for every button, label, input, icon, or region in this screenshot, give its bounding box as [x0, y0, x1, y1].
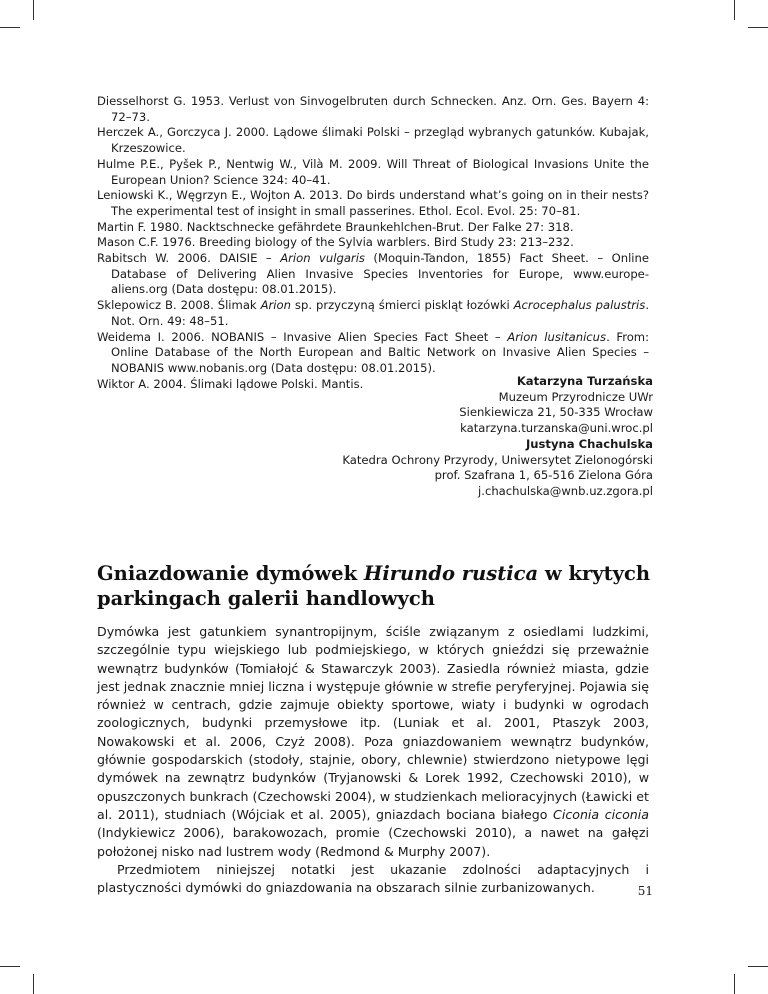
crop-mark [33, 974, 34, 994]
author-affiliation: Muzeum Przyrodnicze UWr [498, 389, 653, 404]
author-email: katarzyna.turzanska@uni.wroc.pl [460, 421, 653, 436]
author-name: Justyna Chachulska [525, 437, 653, 451]
text-run: Herczek A., Gorczyca J. 2000. Lądowe ślimaki Polski – przegląd wybranych gatunków. Kubajak, Krzeszowice. [97, 125, 649, 156]
crop-mark [0, 27, 20, 28]
author-block-2 [342, 437, 653, 500]
crop-mark [734, 0, 735, 20]
italic-name: Ciconia ciconia [553, 806, 649, 822]
author-address: Sienkiewicza 21, 50-335 Wrocław [459, 405, 653, 420]
reference-list [97, 94, 649, 392]
reference-entry [97, 157, 649, 188]
italic-name: Arion vulgaris [280, 251, 365, 266]
reference-entry [97, 330, 649, 377]
text-run: Rabitsch W. 2006. DAISIE – [97, 251, 281, 266]
reference-entry [97, 188, 649, 219]
crop-mark [33, 0, 34, 20]
reference-entry [97, 220, 649, 236]
text-run: Martin F. 1980. Nacktschnecke gefährdete Braunkehlchen-Brut. Der Falke 27: 318. [97, 219, 574, 234]
reference-entry [97, 298, 649, 329]
text-run: Hulme P.E., Pyšek P., Nentwig W., Vilà M. 2009. Will Threat of Biological Invasions Unite the European Union? Science 324: 40–41. [97, 156, 649, 187]
crop-mark [0, 966, 20, 967]
author-address: prof. Szafrana 1, 65-516 Zielona Góra [434, 468, 653, 483]
text-run: Sklepowicz B. 2008. Ślimak [97, 298, 261, 313]
text-run: sp. przyczyną śmierci piskląt łozówki [290, 298, 514, 313]
text-run: Diesselhorst G. 1953. Verlust von Sinvogelbruten durch Schnecken. Anz. Orn. Ges. Bayern 4: 72–73. [97, 94, 649, 124]
text-run: Leniowski K., Węgrzyn E., Wojton A. 2013. Do birds understand what’s going on in their nests? The experimental test of insight in small passerines. Ethol. Ecol. Evol. 25: 70–81. [97, 188, 649, 218]
italic-name: Arion lusitanicus [507, 329, 607, 344]
author-affiliation: Katedra Ochrony Przyrody, Uniwersytet Zielonogórski [342, 452, 653, 467]
text-run: (Moquin-Tandon, 1855) Fact Sheet. – Online Database of Delivering Alien Invasive Species Inventories for Europe, www.europe-aliens.org (Data dostępu: 08.01.2015). [111, 251, 649, 297]
text-run: Przedmiotem niniejszej notatki jest ukazanie zdolności adaptacyjnych i plastyczności dymówki do gniazdowania na obszarach silnie zurbanizowanych. [97, 861, 649, 896]
crop-mark [734, 974, 735, 994]
author-email: j.chachulska@wnb.uz.zgora.pl [478, 484, 653, 499]
title-text: w krytych parkingach galerii handlowych [97, 562, 651, 610]
reference-entry [97, 94, 649, 125]
body-paragraph [97, 861, 649, 898]
text-run: Dymówka jest gatunkiem synantropijnym, ściśle związanym z osiedlami ludzkimi, szczególnie typu wiejskiego lub podmiejskiego, w których gnieździ się przeważnie wewnątrz budynków (Tomiałojć & Stawarczyk 2003). Zasiedla również miasta, gdzie jest jednak znacznie mniej liczna i występuje głównie w strefie peryferyjnej. Pojawia się również w centrach, gdzie zajmuje obiekty sportowe, wiaty i budynki w ogrodach zoologicznych, budynki przemysłowe itp. (Luniak et al. 2001, Ptaszyk 2003, Nowakowski et al. 2006, Czyż 2008). Poza gniazdowaniem wewnątrz budynków, głównie gospodarskich (stodoły, stajnie, obory, chlewnie) stwierdzono nietypowe lęgi dymówek na zewnątrz budynków (Tryjanowski & Lorek 1992, Czechowski 2010), w opuszczonych bunkrach (Czechowski 2004), w studzienkach melioracyjnych (Ławicki et al. 2011), studniach (Wójciak et al. 2005), gniazdach bociana białego [97, 624, 649, 822]
reference-entry [97, 125, 649, 156]
author-block-1 [459, 374, 653, 437]
title-text: Gniazdowanie dymówek [97, 562, 364, 585]
italic-name: Arion [260, 298, 291, 313]
italic-name: Acrocephalus palustris [513, 298, 646, 313]
article-body [97, 623, 649, 897]
article-title [97, 561, 657, 611]
reference-entry [97, 251, 649, 298]
text-run: . From: Online Database of the North European and Baltic Network on Invasive Alien Species – NOBANIS www.nobanis.org (Data dostępu: 08.01.2015). [111, 329, 649, 375]
reference-entry [97, 235, 649, 251]
crop-mark [748, 27, 768, 28]
text-run: . Not. Orn. 49: 48–51. [111, 298, 650, 328]
crop-mark [748, 966, 768, 967]
text-run: Weidema I. 2006. NOBANIS – Invasive Alien Species Fact Sheet – [97, 329, 508, 344]
text-run: Mason C.F. 1976. Breeding biology of the Sylvia warblers. Bird Study 23: 213–232. [97, 235, 574, 250]
body-paragraph [97, 623, 649, 861]
author-name: Katarzyna Turzańska [516, 374, 653, 388]
page-number: 51 [637, 884, 653, 898]
text-run: Wiktor A. 2004. Ślimaki lądowe Polski. Mantis. [97, 376, 364, 391]
text-run: (Indykiewicz 2006), barakowozach, promie (Czechowski 2010), a nawet na gałęzi położonej nisko nad lustrem wody (Redmond & Murphy 2007). [97, 825, 649, 859]
title-species: Hirundo rustica [363, 562, 539, 585]
